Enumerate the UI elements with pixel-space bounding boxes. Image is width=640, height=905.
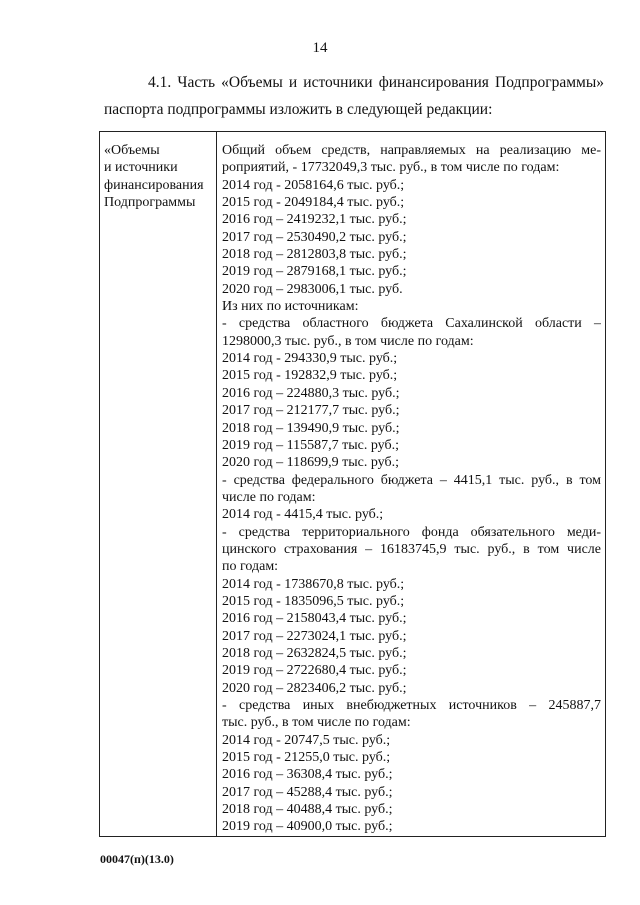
text-line: числе по годам:	[222, 489, 316, 505]
text-line: 2016 год – 36308,4 тыс. руб.;	[222, 767, 393, 783]
text-line: 1298000,3 тыс. руб., в том числе по годам:	[222, 333, 474, 349]
text-line: тыс. руб., в том числе по годам:	[222, 715, 411, 731]
document-code: 00047(п)(13.0)	[100, 852, 174, 866]
funding-table	[99, 131, 606, 837]
text-line: 2017 год – 2530490,2 тыс. руб.;	[222, 229, 407, 245]
text-line: 2018 год – 139490,9 тыс. руб.;	[222, 420, 400, 436]
text-line: 2020 год – 2983006,1 тыс. руб.	[222, 281, 403, 297]
page-number: 14	[312, 40, 328, 56]
text-line: - средства федерального бюджета – 4415,1 тыс. руб., в том	[222, 472, 601, 488]
text-line: 2015 год - 192832,9 тыс. руб.;	[222, 368, 398, 384]
intro-line-2: паспорта подпрограммы изложить в следующей редакции:	[104, 101, 493, 118]
funding-text-cell	[217, 132, 606, 837]
text-line: Из них по источникам:	[222, 299, 359, 315]
text-line: 2019 год – 2722680,4 тыс. руб.;	[222, 663, 407, 679]
text-line: роприятий, - 17732049,3 тыс. руб., в том числе по годам:	[222, 160, 560, 176]
text-line: 2020 год – 118699,9 тыс. руб.;	[222, 455, 399, 471]
text-line: - средства областного бюджета Сахалинской области –	[222, 316, 601, 332]
text-line: 2018 год – 2812803,8 тыс. руб.;	[222, 247, 407, 263]
text-line: 2018 год – 2632824,5 тыс. руб.;	[222, 645, 407, 661]
text-line: 2014 год - 4415,4 тыс. руб.;	[222, 507, 384, 523]
text-line: 2019 год – 40900,0 тыс. руб.;	[222, 819, 393, 835]
text-line: 2014 год - 294330,9 тыс. руб.;	[222, 351, 398, 367]
text-line: 2017 год – 2273024,1 тыс. руб.;	[222, 628, 407, 644]
intro-line-1: 4.1. Часть «Объемы и источники финансирования Подпрограммы»	[148, 74, 604, 91]
text-line: 2015 год - 2049184,4 тыс. руб.;	[222, 195, 405, 211]
text-line: цинского страхования – 16183745,9 тыс. руб., в том числе	[222, 541, 601, 557]
text-line: 2016 год – 2158043,4 тыс. руб.;	[222, 611, 407, 627]
text-line: Общий объем средств, направляемых на реализацию ме-	[222, 143, 601, 158]
text-line: 2017 год – 45288,4 тыс. руб.;	[222, 784, 393, 800]
text-line: 2016 год – 2419232,1 тыс. руб.;	[222, 212, 407, 228]
text-line: 2019 год – 115587,7 тыс. руб.;	[222, 437, 399, 453]
funding-label-cell	[100, 132, 217, 837]
text-line: 2016 год – 224880,3 тыс. руб.;	[222, 385, 400, 401]
text-line: 2017 год – 212177,7 тыс. руб.;	[222, 403, 400, 419]
label-line: «Объемы	[104, 143, 160, 158]
text-line: 2014 год - 2058164,6 тыс. руб.;	[222, 177, 405, 193]
funding-row	[100, 132, 606, 837]
text-line: 2019 год – 2879168,1 тыс. руб.;	[222, 264, 407, 280]
text-line: - средства территориального фонда обязательного меди-	[222, 524, 601, 540]
label-line: Подпрограммы	[104, 195, 196, 211]
text-line: по годам:	[222, 559, 279, 575]
text-line: 2015 год - 1835096,5 тыс. руб.;	[222, 593, 405, 609]
label-line: и источники	[104, 160, 178, 176]
text-line: 2014 год - 1738670,8 тыс. руб.;	[222, 576, 405, 592]
text-line: 2020 год – 2823406,2 тыс. руб.;	[222, 680, 407, 696]
text-line: 2015 год - 21255,0 тыс. руб.;	[222, 750, 391, 766]
label-line: финансирования	[104, 177, 204, 193]
text-line: 2014 год - 20747,5 тыс. руб.;	[222, 732, 391, 748]
text-line: 2018 год – 40488,4 тыс. руб.;	[222, 802, 393, 818]
text-line: - средства иных внебюджетных источников – 245887,7	[222, 698, 601, 713]
